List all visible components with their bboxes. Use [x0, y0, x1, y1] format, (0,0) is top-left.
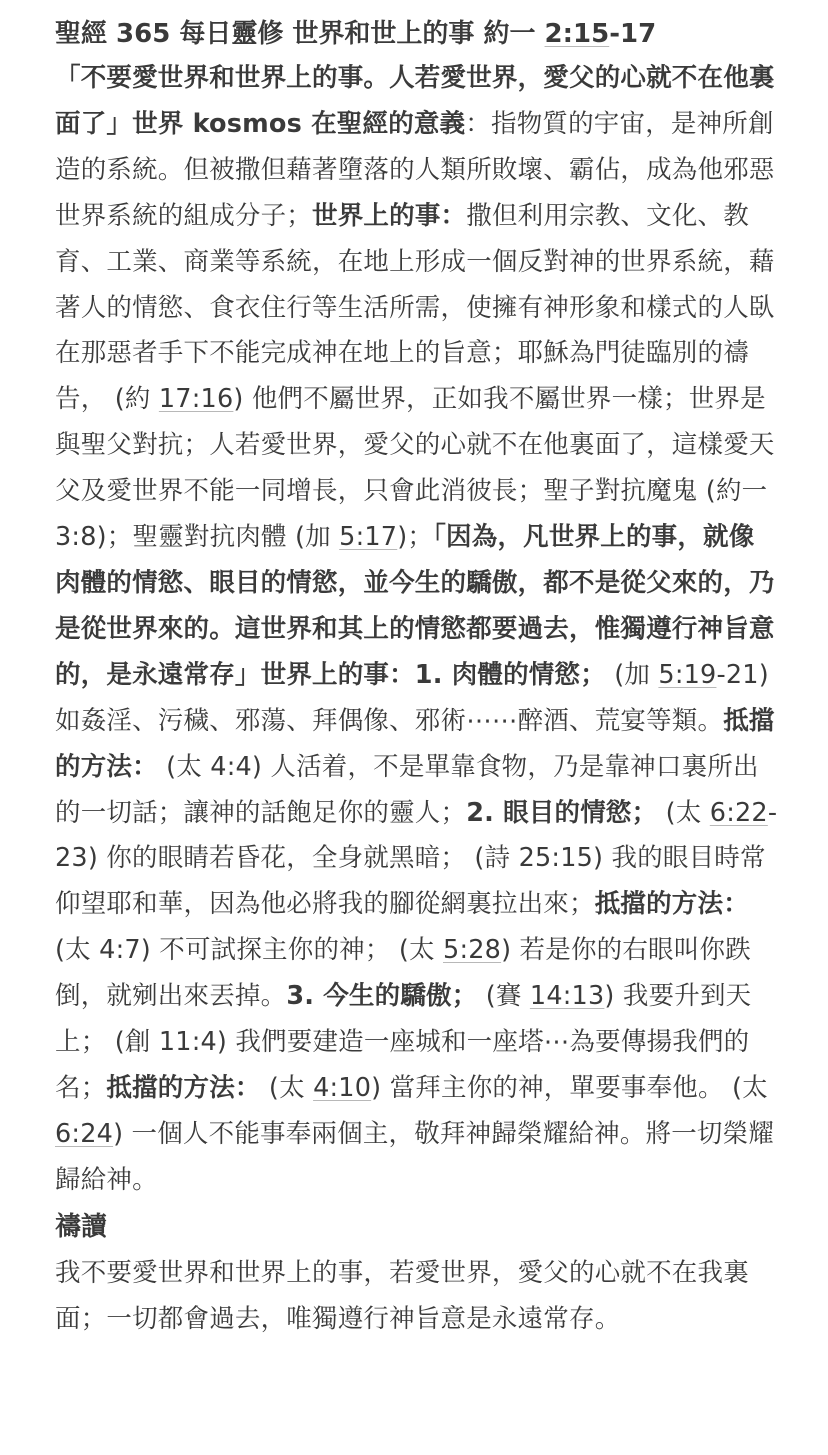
bold-text: 抵擋的方法： — [106, 1072, 261, 1103]
bold-text: 「不要愛世界和世界上的事。人若愛世界，愛父的心就不在他裏面了」世界 kosmos 在聖經的意義 — [55, 63, 775, 139]
devotional-body — [55, 56, 780, 1204]
body-text-segment: ) 我要升到天上； (創 11:4) 我們要建造一座城和一座塔⋯為要傳揚我們的名； — [55, 981, 752, 1103]
body-text-segment: ) 他們不屬世界，正如我不屬世界一樣；世界是與聖父對抗；人若愛世界，愛父的心就不在他裏面了，這樣愛天父及愛世界不能一同增長，只會此消彼長；聖子對抗魔鬼 (約一 3:8)；聖靈對抗肉體 (加 — [55, 384, 775, 553]
scripture-link[interactable]: 5:28 — [443, 935, 502, 966]
scripture-link[interactable]: 6:24 — [55, 1118, 114, 1149]
bold-text: 「因為，凡世界上的事，就像肉體的情慾、眼目的情慾，並今生的驕傲，都不是從父來的，乃是從世界來的。這世界和其上的情慾都要過去，惟獨遵行神旨意的，是永遠常存」世界上的事：1. 肉體的情慾； — [55, 522, 775, 690]
title-suffix: -17 — [609, 19, 657, 49]
body-text-segment: ) 若是你的右眼叫你跌倒，就剜出來丟掉。 — [55, 935, 751, 1012]
body-text-segment: (太 — [657, 797, 710, 828]
scripture-link[interactable]: 5:17 — [339, 522, 398, 553]
page-title — [55, 12, 780, 56]
body-text-segment: ) 當拜主你的神，單要事奉他。 (太 — [371, 1072, 768, 1103]
prayer-heading: 禱讀 — [55, 1211, 108, 1242]
body-text-segment: (加 — [605, 659, 659, 690]
body-text-segment: (太 4:7) 不可試探主你的神； (太 — [55, 935, 444, 966]
prayer-text: 我不要愛世界和世界上的事，若愛世界，愛父的心就不在我裏面；一切都會過去，唯獨遵行神旨意是永遠常存。 — [55, 1257, 749, 1334]
body-text-segment: (賽 — [477, 981, 530, 1012]
bold-text: 3. 今生的驕傲； — [286, 981, 478, 1012]
scripture-link[interactable]: 17:16 — [158, 384, 234, 415]
body-text-segment: ) 一個人不能事奉兩個主，敬拜神歸榮耀給神。將一切榮耀歸給神。 — [55, 1118, 775, 1195]
title-prefix: 聖經 365 每日靈修 世界和世上的事 約一 — [55, 19, 545, 49]
body-text-segment: 撒但利用宗教、文化、教育、工業、商業等系統，在地上形成一個反對神的世界系統，藉著人的情慾、食衣住行等生活所需，使擁有神形象和樣式的人臥在那惡者手下不能完成神在地上的旨意；耶穌為門徒臨別的禱告， (約 — [55, 200, 775, 415]
scripture-link[interactable]: 6:22 — [709, 797, 768, 828]
title-scripture-link[interactable]: 2:15 — [544, 19, 610, 49]
bold-text: 抵擋的方法： — [55, 705, 775, 782]
bold-text: 2. 眼目的情慾； — [466, 797, 658, 828]
body-text-segment: -21) 如姦淫、污穢、邪蕩、拜偶像、邪術⋯⋯醉酒、荒宴等類。 — [55, 659, 769, 736]
scripture-link[interactable]: 5:19 — [658, 659, 717, 690]
scripture-link[interactable]: 4:10 — [313, 1072, 372, 1103]
body-text-segment: )； — [397, 522, 434, 553]
bold-text: 世界上的事： — [312, 200, 467, 231]
body-text-segment: (太 4:4) 人活着，不是單靠食物，乃是靠神口裏所出的一切話；讓神的話飽足你的靈人； — [55, 751, 759, 828]
body-text-segment: (太 — [260, 1072, 314, 1103]
scripture-link[interactable]: 14:13 — [529, 981, 605, 1012]
bold-text: 抵擋的方法： — [594, 889, 749, 920]
body-text-segment: ：指物質的宇宙，是神所創造的系統。但被撒但藉著墮落的人類所敗壞、霸佔，成為他邪惡世界系統的組成分子； — [55, 108, 775, 231]
body-text-segment: -23) 你的眼睛若昏花，全身就黑暗； (詩 25:15) 我的眼目時常仰望耶和華，因為他必將我的腳從網裏拉出來； — [55, 797, 778, 920]
